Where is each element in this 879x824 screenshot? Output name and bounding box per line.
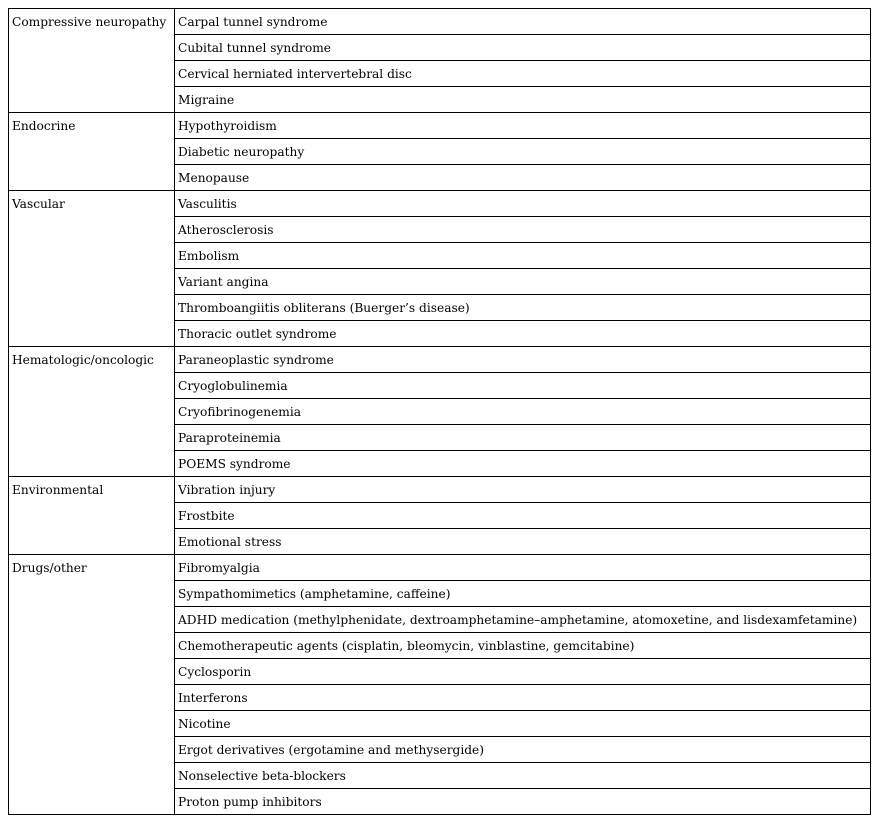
- condition-cell: Sympathomimetics (amphetamine, caffeine): [175, 581, 871, 607]
- condition-cell: Vibration injury: [175, 477, 871, 503]
- condition-cell: POEMS syndrome: [175, 451, 871, 477]
- condition-cell: Cryoglobulinemia: [175, 373, 871, 399]
- table-row: [9, 113, 871, 139]
- condition-cell: Carpal tunnel syndrome: [175, 9, 871, 35]
- table-row: [9, 191, 871, 217]
- condition-cell: ADHD medication (methylphenidate, dextroamphetamine–amphetamine, atomoxetine, and lisdexamfetamine): [175, 607, 871, 633]
- condition-cell: Paraneoplastic syndrome: [175, 347, 871, 373]
- condition-cell: Atherosclerosis: [175, 217, 871, 243]
- condition-cell: Interferons: [175, 685, 871, 711]
- condition-cell: Embolism: [175, 243, 871, 269]
- condition-cell: Fibromyalgia: [175, 555, 871, 581]
- table-row: [9, 477, 871, 503]
- category-cell: Environmental: [9, 477, 175, 555]
- condition-cell: Chemotherapeutic agents (cisplatin, bleomycin, vinblastine, gemcitabine): [175, 633, 871, 659]
- table-row: [9, 555, 871, 581]
- category-cell: Hematologic/oncologic: [9, 347, 175, 477]
- causes-table-body: [9, 9, 871, 815]
- condition-cell: Emotional stress: [175, 529, 871, 555]
- category-cell: Drugs/other: [9, 555, 175, 815]
- condition-cell: Migraine: [175, 87, 871, 113]
- condition-cell: Cervical herniated intervertebral disc: [175, 61, 871, 87]
- condition-cell: Diabetic neuropathy: [175, 139, 871, 165]
- condition-cell: Thoracic outlet syndrome: [175, 321, 871, 347]
- condition-cell: Vasculitis: [175, 191, 871, 217]
- category-cell: Vascular: [9, 191, 175, 347]
- table-row: [9, 347, 871, 373]
- condition-cell: Thromboangiitis obliterans (Buerger’s disease): [175, 295, 871, 321]
- category-cell: Endocrine: [9, 113, 175, 191]
- category-cell: Compressive neuropathy: [9, 9, 175, 113]
- condition-cell: Cyclosporin: [175, 659, 871, 685]
- condition-cell: Nicotine: [175, 711, 871, 737]
- condition-cell: Hypothyroidism: [175, 113, 871, 139]
- condition-cell: Menopause: [175, 165, 871, 191]
- condition-cell: Cubital tunnel syndrome: [175, 35, 871, 61]
- condition-cell: Nonselective beta-blockers: [175, 763, 871, 789]
- condition-cell: Cryofibrinogenemia: [175, 399, 871, 425]
- causes-table: [8, 8, 871, 815]
- condition-cell: Variant angina: [175, 269, 871, 295]
- condition-cell: Frostbite: [175, 503, 871, 529]
- condition-cell: Ergot derivatives (ergotamine and methysergide): [175, 737, 871, 763]
- condition-cell: Paraproteinemia: [175, 425, 871, 451]
- table-row: [9, 9, 871, 35]
- condition-cell: Proton pump inhibitors: [175, 789, 871, 815]
